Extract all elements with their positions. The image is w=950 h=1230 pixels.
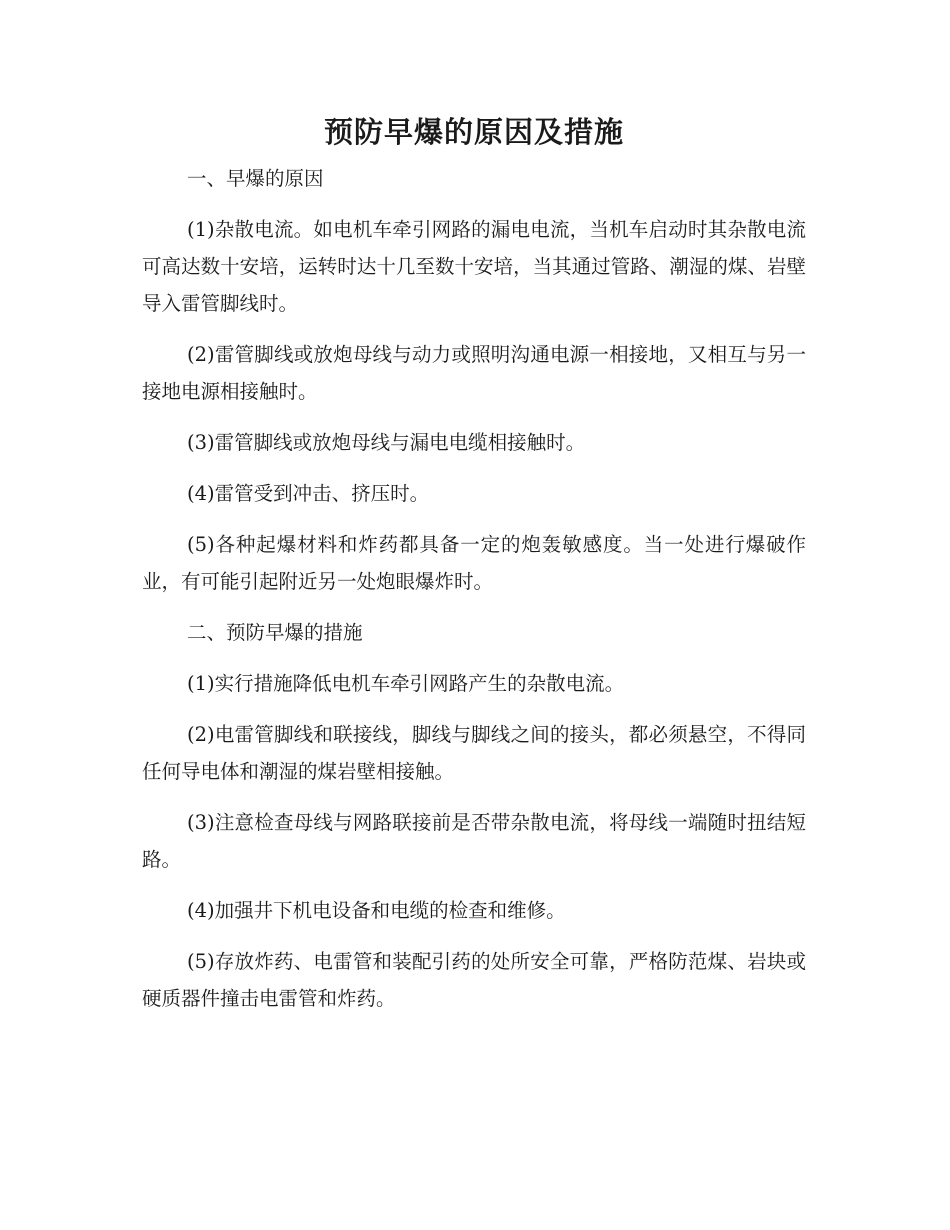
measure-item-1: (1)实行措施降低电机车牵引网路产生的杂散电流。 [187,672,625,695]
measure-item-3: (3)注意检查母线与网路联接前是否带杂散电流，将母线一端随时扭结短路。 [142,811,806,871]
cause-item-1: (1)杂散电流。如电机车牵引网路的漏电电流，当机车启动时其杂散电流可高达数十安培，运转时达十几至数十安培，当其通过管路、潮湿的煤、岩壁导入雷管脚线时。 [142,218,806,315]
measure-item-2: (2)电雷管脚线和联接线，脚线与脚线之间的接头，都必须悬空，不得同任何导电体和潮湿的煤岩壁相接触。 [142,723,806,783]
measure-item-4: (4)加强井下机电设备和电缆的检查和维修。 [187,899,566,922]
cause-item-2: (2)雷管脚线或放炮母线与动力或照明沟通电源一相接地，又相互与另一接地电源相接触时。 [142,343,806,403]
cause-item-4: (4)雷管受到冲击、挤压时。 [187,482,430,505]
cause-item-5: (5)各种起爆材料和炸药都具备一定的炮轰敏感度。当一处进行爆破作业，有可能引起附近另一处炮眼爆炸时。 [142,533,806,593]
measure-item-5: (5)存放炸药、电雷管和装配引药的处所安全可靠，严格防范煤、岩块或硬质器件撞击电雷管和炸药。 [142,950,806,1010]
cause-item-3: (3)雷管脚线或放炮母线与漏电电缆相接触时。 [187,431,586,454]
section-heading-measures: 二、预防早爆的措施 [187,621,363,644]
document-title: 预防早爆的原因及措施 [323,115,624,149]
document-page [142,110,806,1031]
section-heading-causes: 一、早爆的原因 [187,167,324,190]
